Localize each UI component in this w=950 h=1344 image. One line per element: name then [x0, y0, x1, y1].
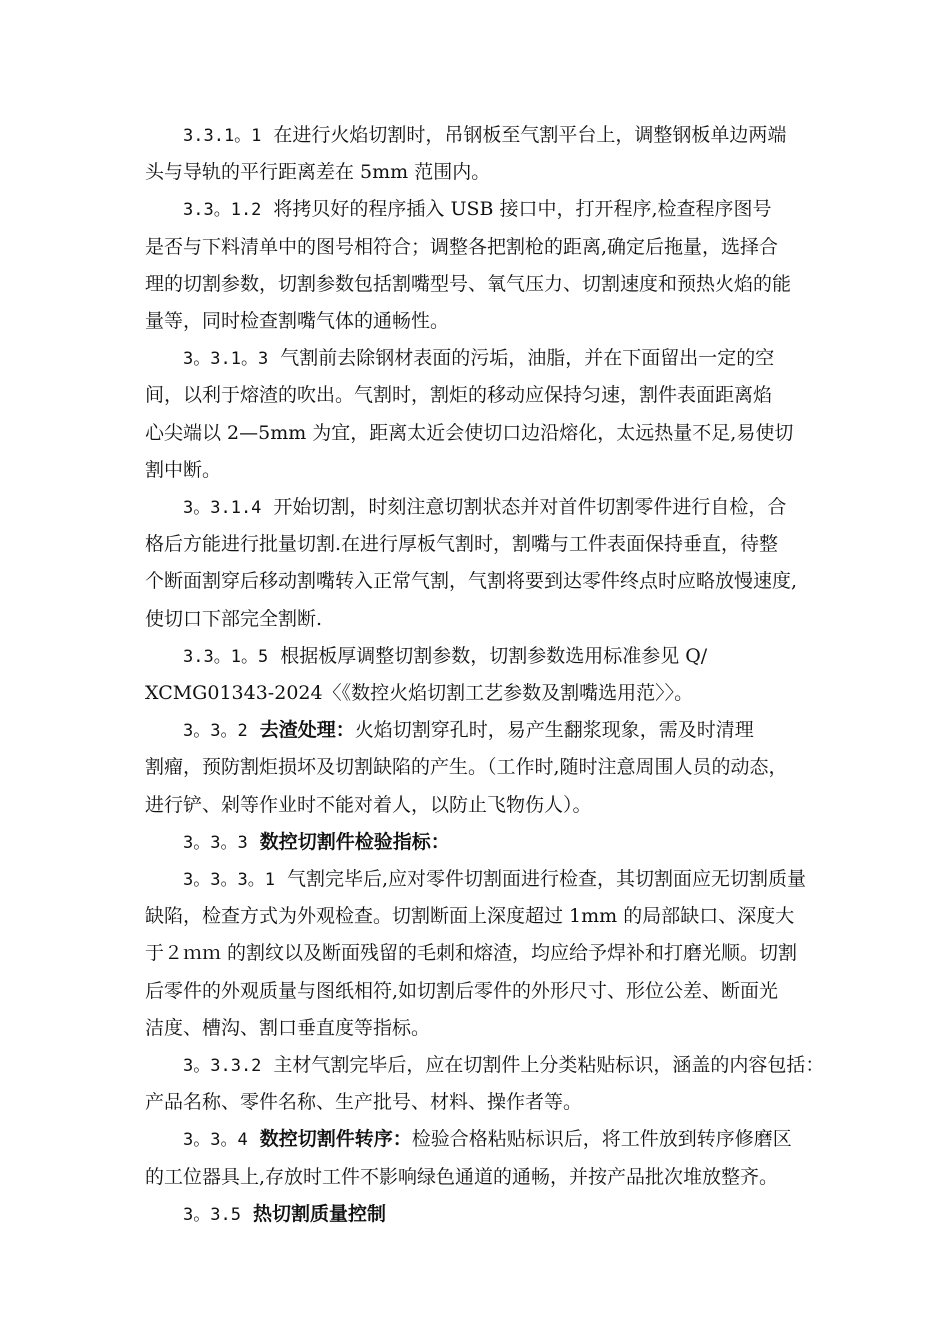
paragraph-first-line [183, 1199, 853, 1229]
paragraph-line [145, 418, 815, 448]
paragraph-text: 开始切割，时刻注意切割状态并对首件切割零件进行自检，合 [273, 496, 787, 518]
paragraph-first-line [183, 120, 853, 150]
paragraph-text: 气割完毕后,应对零件切割面进行检查，其切割面应无切割质量 [286, 868, 806, 890]
paragraph-line [145, 901, 815, 931]
paragraph-line [145, 380, 815, 410]
paragraph-line [145, 566, 815, 596]
section-heading: 数控切割件检验指标： [259, 830, 450, 853]
paragraph-text: 间，以利于熔渣的吹出。气割时，割炬的移动应保持匀速，割件表面距离焰 [145, 384, 773, 407]
paragraph-text: 割瘤，预防割炬损坏及切割缺陷的产生。（工作时,随时注意周围人员的动态， [145, 756, 788, 779]
paragraph-first-line [183, 1050, 853, 1080]
paragraph-text: 格后方能进行批量切割.在进行厚板气割时，割嘴与工件表面保持垂直，待整 [145, 533, 779, 556]
paragraph-text: 洁度、槽沟、割口垂直度等指标。 [145, 1016, 431, 1039]
paragraph-first-line [183, 1124, 853, 1154]
paragraph-first-line [183, 715, 853, 745]
paragraph-text: 后零件的外观质量与图纸相符,如切割后零件的外形尺寸、形位公差、断面光 [145, 979, 779, 1002]
paragraph-line [145, 1162, 815, 1192]
section-number: 3。3。4 [183, 1130, 248, 1151]
section-number: 3.3.1。1 [183, 126, 262, 146]
paragraph-line [145, 232, 815, 262]
paragraph-text: 心尖端以 2—5mm 为宜，距离太近会使切口边沿熔化，太远热量不足,易使切 [145, 421, 794, 444]
section-number: 3。3.3.2 [183, 1056, 262, 1076]
paragraph-text: 根据板厚调整切割参数，切割参数选用标准参见 Q/ [280, 644, 708, 667]
section-number: 3.3。1.2 [183, 200, 262, 221]
section-heading: 去渣处理： [259, 719, 355, 742]
paragraph-text: 产品名称、零件名称、生产批号、材料、操作者等。 [145, 1091, 583, 1114]
paragraph-text: 头与导轨的平行距离差在 5mm 范围内。 [145, 161, 491, 184]
paragraph-text: 在进行火焰切割时，吊钢板至气割平台上，调整钢板单边两端 [273, 124, 787, 146]
paragraph-line [145, 529, 815, 559]
paragraph-line [145, 1087, 815, 1117]
paragraph-first-line [183, 827, 853, 857]
paragraph-text: 火焰切割穿孔时，易产生翻浆现象，需及时清理 [354, 719, 754, 742]
paragraph-line [145, 157, 815, 187]
paragraph-line [145, 455, 815, 485]
paragraph-line [145, 976, 815, 1006]
paragraph-first-line [183, 641, 853, 671]
paragraph-first-line [183, 343, 853, 373]
section-number: 3。3.5 [183, 1204, 241, 1225]
section-number: 3.3。1。5 [183, 646, 269, 667]
paragraph-first-line [183, 864, 853, 894]
section-heading: 热切割质量控制 [252, 1202, 386, 1225]
paragraph-text: 使切口下部完全割断. [145, 607, 323, 630]
paragraph-text: 气割前去除钢材表面的污垢，油脂，并在下面留出一定的空 [280, 347, 775, 370]
paragraph-text: 缺陷，检查方式为外观检查。切割断面上深度超过 1mm 的局部缺口、深度大 [145, 905, 795, 928]
section-number: 3。3.1。3 [183, 349, 269, 370]
paragraph-first-line [183, 194, 853, 224]
paragraph-line [145, 678, 815, 708]
paragraph-text: 量等，同时检查割嘴气体的通畅性。 [145, 310, 450, 332]
paragraph-line [145, 1013, 815, 1043]
paragraph-text: 进行铲、剁等作业时不能对着人，以防止飞物伤人）。 [145, 793, 592, 816]
paragraph-line [145, 269, 815, 299]
paragraph-line [145, 604, 815, 634]
section-number: 3。3。2 [183, 721, 248, 742]
paragraph-text: 是否与下料清单中的图号相符合；调整各把割枪的距离,确定后拖量，选择合 [145, 235, 779, 258]
paragraph-text: 的工位器具上,存放时工件不影响绿色通道的通畅，并按产品批次堆放整齐。 [145, 1165, 779, 1188]
paragraph-text: 于２ｍｍ 的割纹以及断面残留的毛刺和熔渣，均应给予焊补和打磨光顺。切割 [145, 942, 798, 965]
paragraph-text: 将拷贝好的程序插入 USB 接口中，打开程序,检查程序图号 [273, 198, 772, 221]
section-number: 3。3。3。1 [183, 870, 275, 890]
paragraph-text: 个断面割穿后移动割嘴转入正常气割，气割将要到达零件终点时应略放慢速度, [145, 570, 798, 593]
paragraph-line [145, 938, 815, 968]
paragraph-first-line [183, 492, 853, 522]
paragraph-text: 主材气割完毕后，应在切割件上分类粘贴标识，涵盖的内容包括： [273, 1054, 825, 1076]
paragraph-text: 割中断。 [145, 458, 222, 481]
section-number: 3。3。3 [183, 832, 248, 853]
paragraph-line [145, 306, 815, 336]
paragraph-text: 检验合格粘贴标识后，将工件放到转序修磨区 [411, 1128, 792, 1151]
section-heading: 数控切割件转序： [259, 1128, 412, 1151]
paragraph-line [145, 752, 815, 782]
paragraph-text: XCMG01343-2024〈《数控火焰切割工艺参数及割嘴选用范〉〉。 [145, 682, 694, 704]
paragraph-text: 理的切割参数，切割参数包括割嘴型号、氧气压力、切割速度和预热火焰的能 [145, 272, 792, 295]
paragraph-line [145, 790, 815, 820]
section-number: 3。3.1.4 [183, 498, 262, 518]
